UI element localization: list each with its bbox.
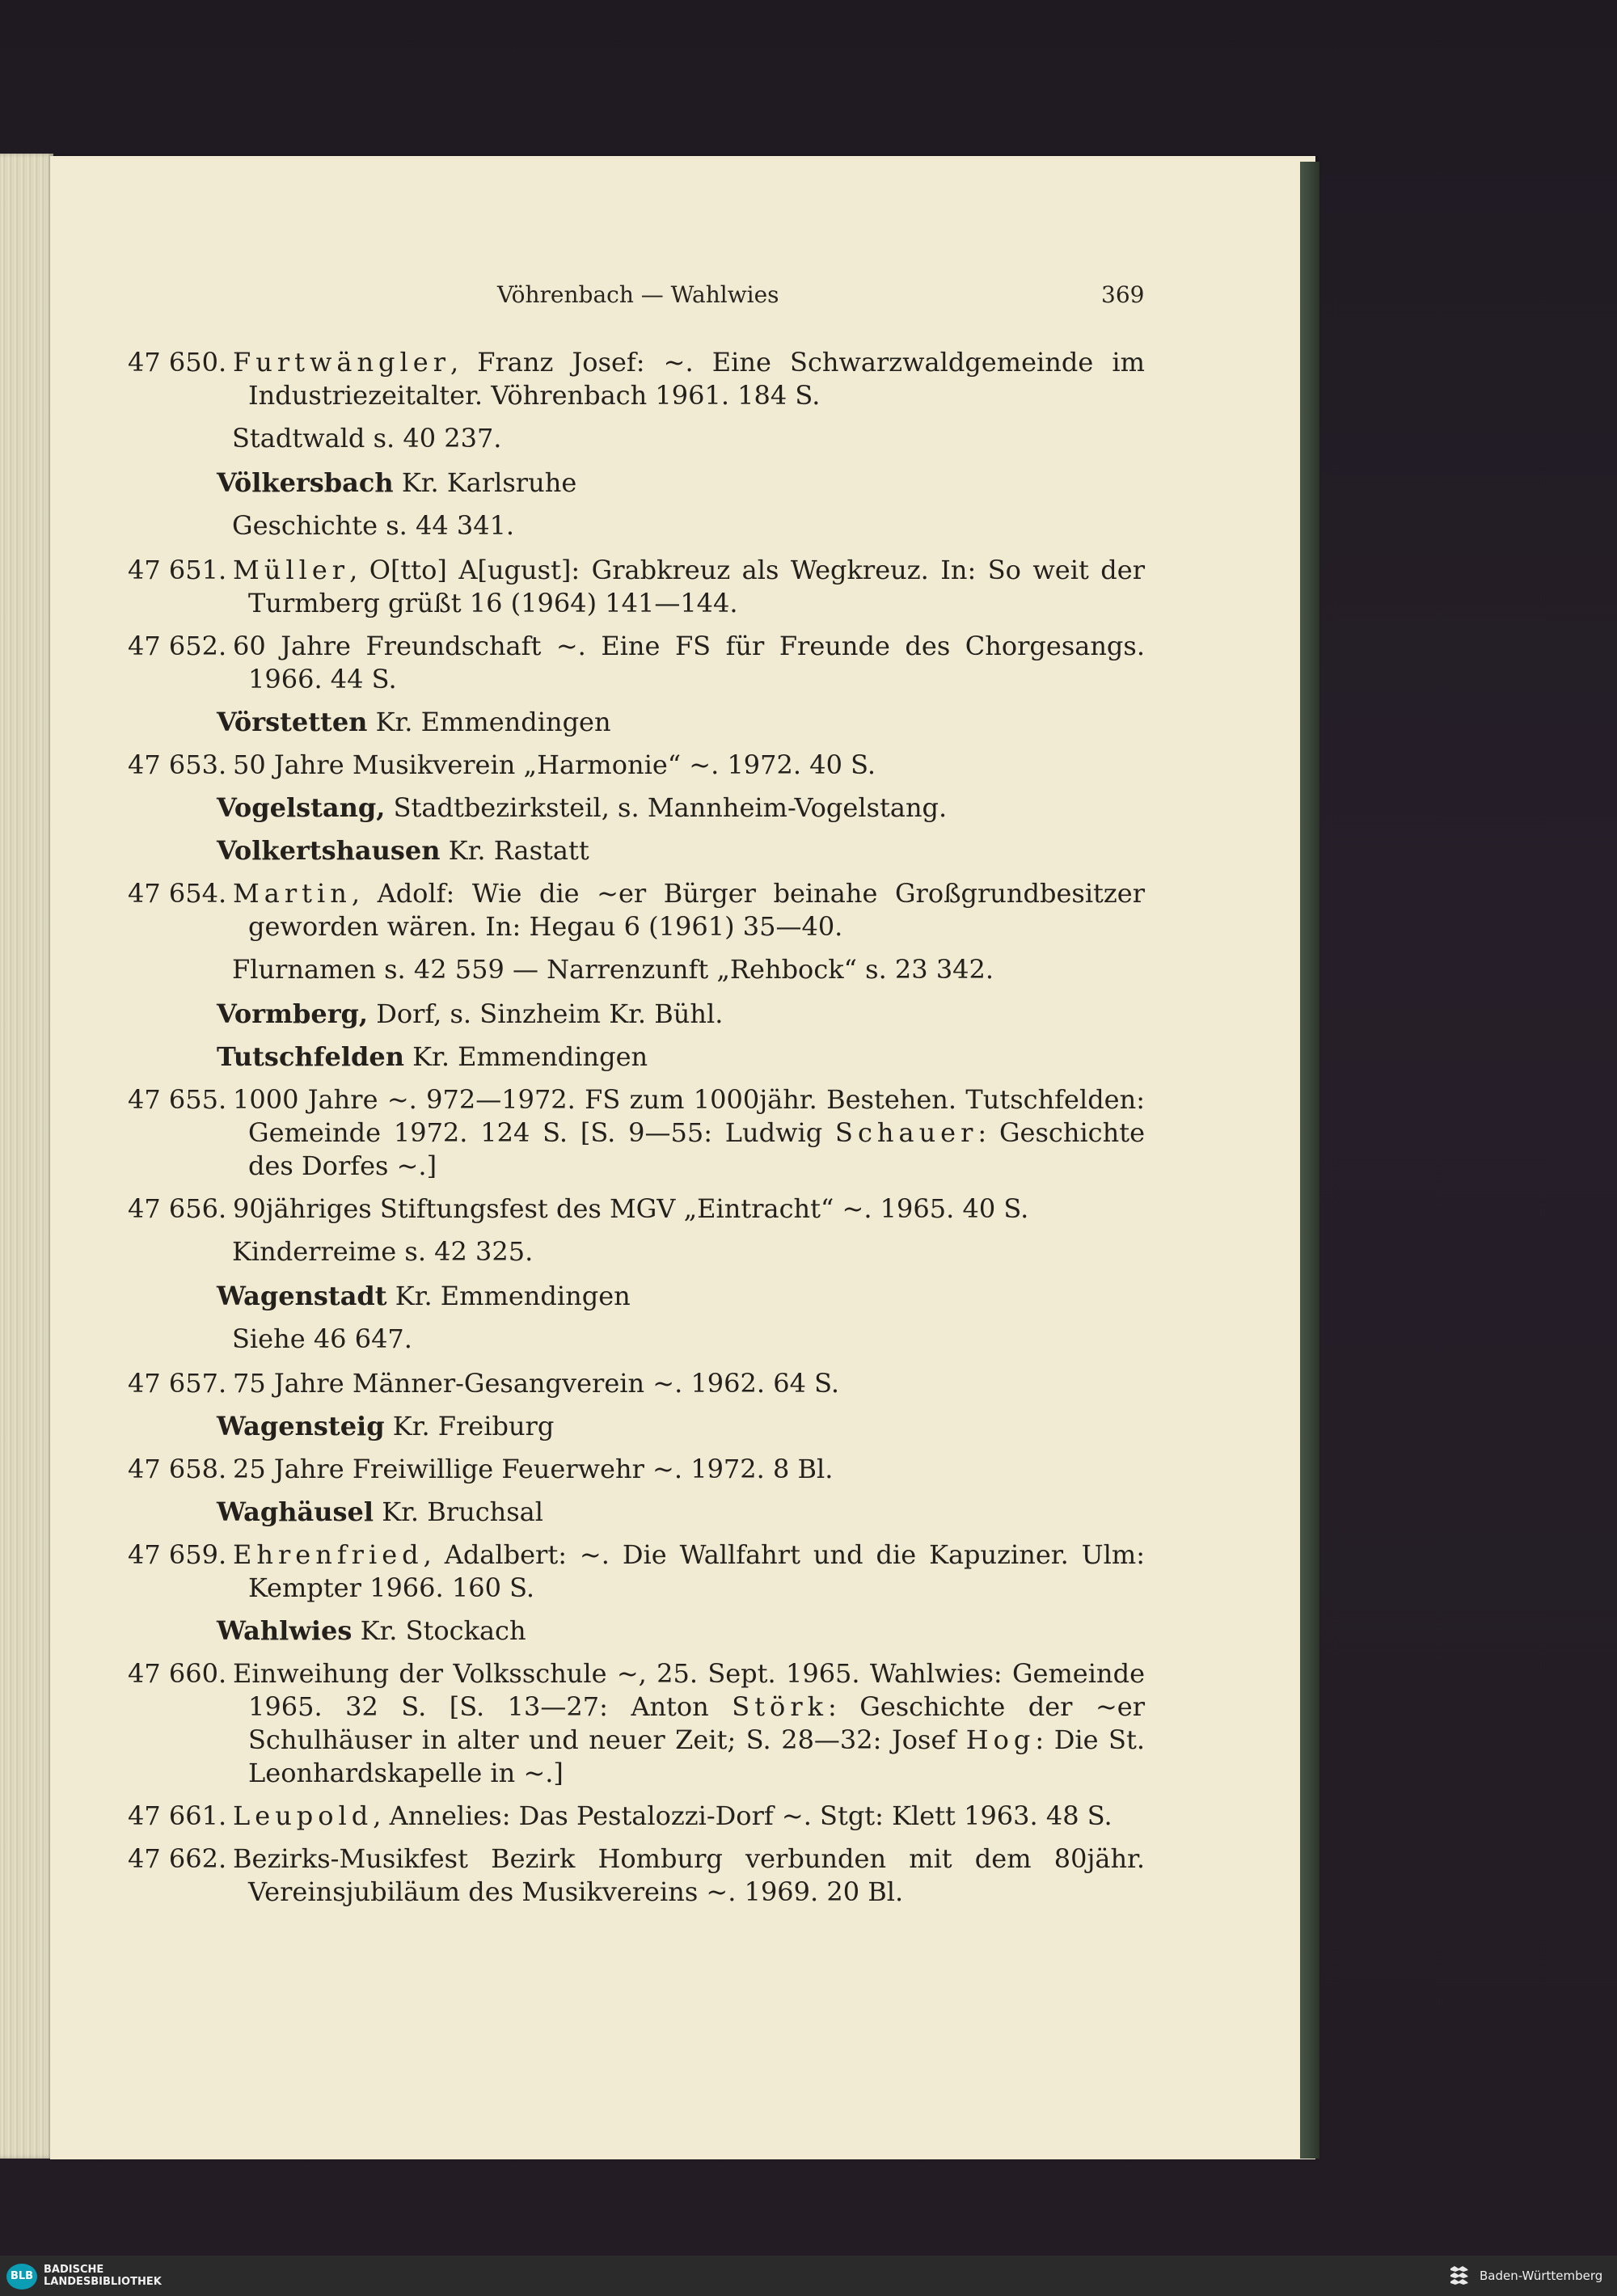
place-district: Stadtbezirksteil, s. Mannheim-Vogelstang.	[385, 792, 948, 823]
place-heading	[128, 1496, 1145, 1529]
page-edge	[1300, 162, 1319, 2159]
cross-reference: Stadtwald s. 40 237.	[232, 423, 502, 454]
entry-47660	[128, 1657, 1145, 1790]
entry-body: : Geschichte der ~er Schulhäuser in alter und neuer Zeit; S. 28—32: Josef	[248, 1691, 1146, 1755]
entry-text	[233, 1538, 1145, 1605]
entry-body: 1000 Jahre ~. 972—1972. FS zum 1000jähr. Bestehen. Tutschfelden: Gemeinde 1972. 124 S. [S. 9—55: Ludwig	[233, 1084, 1145, 1148]
entry-text	[233, 877, 1145, 943]
entry-body: : Geschichte des Dorfes ~.]	[248, 1117, 1146, 1181]
entry-number: 47 650.	[128, 347, 227, 378]
author-name: Müller	[233, 555, 350, 585]
entry-number: 47 657.	[128, 1368, 227, 1399]
place-name: Völkersbach	[217, 467, 394, 498]
entry-number: 47 651.	[128, 555, 227, 585]
bibliography-content	[128, 346, 1145, 1918]
entry-text	[233, 1083, 1145, 1183]
place-heading	[128, 791, 1145, 825]
place-name: Wagenstadt	[217, 1281, 387, 1311]
place-district: Kr. Rastatt	[440, 835, 589, 866]
place-heading	[128, 1410, 1145, 1443]
cross-reference: Geschichte s. 44 341.	[232, 510, 515, 541]
place-name: Waghäusel	[217, 1496, 374, 1527]
page-number: 369	[1101, 281, 1145, 308]
library-name-line2: LANDESBIBLIOTHEK	[44, 2276, 162, 2288]
place-district: Kr. Emmendingen	[386, 1281, 631, 1311]
entry-body: , Annelies: Das Pestalozzi-Dorf ~. Stgt: Klett 1963. 48 S.	[373, 1800, 1112, 1831]
entry-body: , O[tto] A[ugust]: Grabkreuz als Wegkreuz. In: So weit der Turmberg grüßt 16 (1964) 141—144.	[248, 555, 1145, 618]
entry-text: 50 Jahre Musikverein „Harmonie“ ~. 1972. 40 S.	[233, 749, 876, 780]
entry-text: 25 Jahre Freiwillige Feuerwehr ~. 1972. 8 Bl.	[233, 1454, 834, 1484]
entry-number: 47 659.	[128, 1539, 227, 1570]
entry-number: 47 654.	[128, 878, 227, 909]
author-name: Ehrenfried	[233, 1539, 424, 1570]
entry-47658	[128, 1453, 1145, 1486]
entry-body: , Adolf: Wie die ~er Bürger beinahe Großgrundbesitzer geworden wären. In: Hegau 6 (1961) 35—40.	[248, 878, 1145, 942]
place-name: Vogelstang,	[217, 792, 386, 823]
viewer-footer	[0, 2256, 1617, 2296]
page-header	[0, 281, 1617, 317]
library-name-line1: BADISCHE	[44, 2264, 104, 2276]
entry-number: 47 656.	[128, 1193, 227, 1224]
entry-body: , Franz Josef: ~. Eine Schwarzwaldgemeinde im Industriezeitalter. Vöhrenbach 1961. 184 S.	[248, 347, 1145, 411]
place-heading	[128, 834, 1145, 867]
entry-text	[233, 346, 1145, 412]
author-name: Hog	[965, 1724, 1036, 1755]
entry-number: 47 652.	[128, 631, 227, 661]
place-district: Kr. Karlsruhe	[393, 467, 577, 498]
place-name: Vormberg,	[217, 998, 369, 1029]
entry-47662	[128, 1842, 1145, 1909]
entry-47657	[128, 1367, 1145, 1400]
entry-47661	[128, 1800, 1145, 1833]
entry-text: 75 Jahre Männer-Gesangverein ~. 1962. 64 S.	[233, 1368, 840, 1399]
library-name	[44, 2264, 162, 2288]
place-heading	[128, 998, 1145, 1031]
place-name: Tutschfelden	[217, 1041, 404, 1072]
entry-body: : Die St. Leonhardskapelle in ~.]	[248, 1724, 1145, 1788]
author-name: Schauer	[835, 1117, 978, 1148]
place-heading	[128, 1614, 1145, 1648]
running-title: Vöhrenbach — Wahlwies	[497, 281, 779, 308]
place-name: Wahlwies	[217, 1615, 353, 1646]
entry-text: 90jähriges Stiftungsfest des MGV „Eintracht“ ~. 1965. 40 S.	[233, 1193, 1029, 1224]
entry-text: Bezirks-Musikfest Bezirk Homburg verbunden mit dem 80jähr. Vereinsjubiläum des Musikvereins ~. 1969. 20 Bl.	[233, 1843, 1145, 1907]
entry-text	[233, 554, 1145, 620]
entry-47650	[128, 346, 1145, 412]
place-name: Vörstetten	[217, 707, 368, 737]
entry-text: 60 Jahre Freundschaft ~. Eine FS für Freunde des Chorgesangs. 1966. 44 S.	[233, 631, 1145, 694]
entry-body: Einweihung der Volksschule ~, 25. Sept. 1965. Wahlwies: Gemeinde 1965. 32 S. [S. 13—27: Anton	[233, 1658, 1145, 1722]
entry-47654	[128, 877, 1145, 943]
entry-47659	[128, 1538, 1145, 1605]
place-district: Kr. Emmendingen	[403, 1041, 648, 1072]
entry-number: 47 655.	[128, 1084, 227, 1115]
entry-47652	[128, 630, 1145, 696]
entry-number: 47 658.	[128, 1454, 227, 1484]
entry-text	[233, 1657, 1145, 1790]
author-name: Furtwängler	[233, 347, 450, 378]
place-name: Volkertshausen	[217, 835, 441, 866]
entry-number: 47 660.	[128, 1658, 227, 1689]
baden-wuerttemberg-coat-of-arms-icon[interactable]	[1447, 2264, 1471, 2288]
cross-reference: Flurnamen s. 42 559 — Narrenzunft „Rehbock“ s. 23 342.	[232, 954, 994, 985]
entry-47653	[128, 749, 1145, 782]
entry-text	[233, 1800, 1145, 1833]
blb-logo-icon[interactable]: BLB	[6, 2264, 37, 2290]
entry-number: 47 661.	[128, 1800, 227, 1831]
entry-number: 47 653.	[128, 749, 227, 780]
book-spine	[0, 154, 53, 2159]
state-label: Baden-Württemberg	[1480, 2269, 1603, 2283]
place-district: Kr. Stockach	[352, 1615, 526, 1646]
place-district: Kr. Emmendingen	[367, 707, 611, 737]
entry-number: 47 662.	[128, 1843, 227, 1874]
place-district: Kr. Freiburg	[384, 1411, 555, 1441]
place-district: Dorf, s. Sinzheim Kr. Bühl.	[368, 998, 724, 1029]
cross-reference: Siehe 46 647.	[232, 1323, 412, 1354]
place-district: Kr. Bruchsal	[374, 1496, 543, 1527]
place-heading	[128, 706, 1145, 739]
place-heading	[128, 466, 1145, 500]
entry-47656	[128, 1192, 1145, 1226]
cross-reference: Kinderreime s. 42 325.	[232, 1236, 534, 1267]
entry-47655	[128, 1083, 1145, 1183]
author-name: Leupold	[233, 1800, 374, 1831]
author-name: Martin	[233, 878, 352, 909]
author-name: Störk	[732, 1691, 828, 1722]
place-name: Wagensteig	[217, 1411, 385, 1441]
place-heading	[128, 1040, 1145, 1074]
place-heading	[128, 1280, 1145, 1313]
entry-body: , Adalbert: ~. Die Wallfahrt und die Kapuziner. Ulm: Kempter 1966. 160 S.	[248, 1539, 1145, 1603]
entry-47651	[128, 554, 1145, 620]
